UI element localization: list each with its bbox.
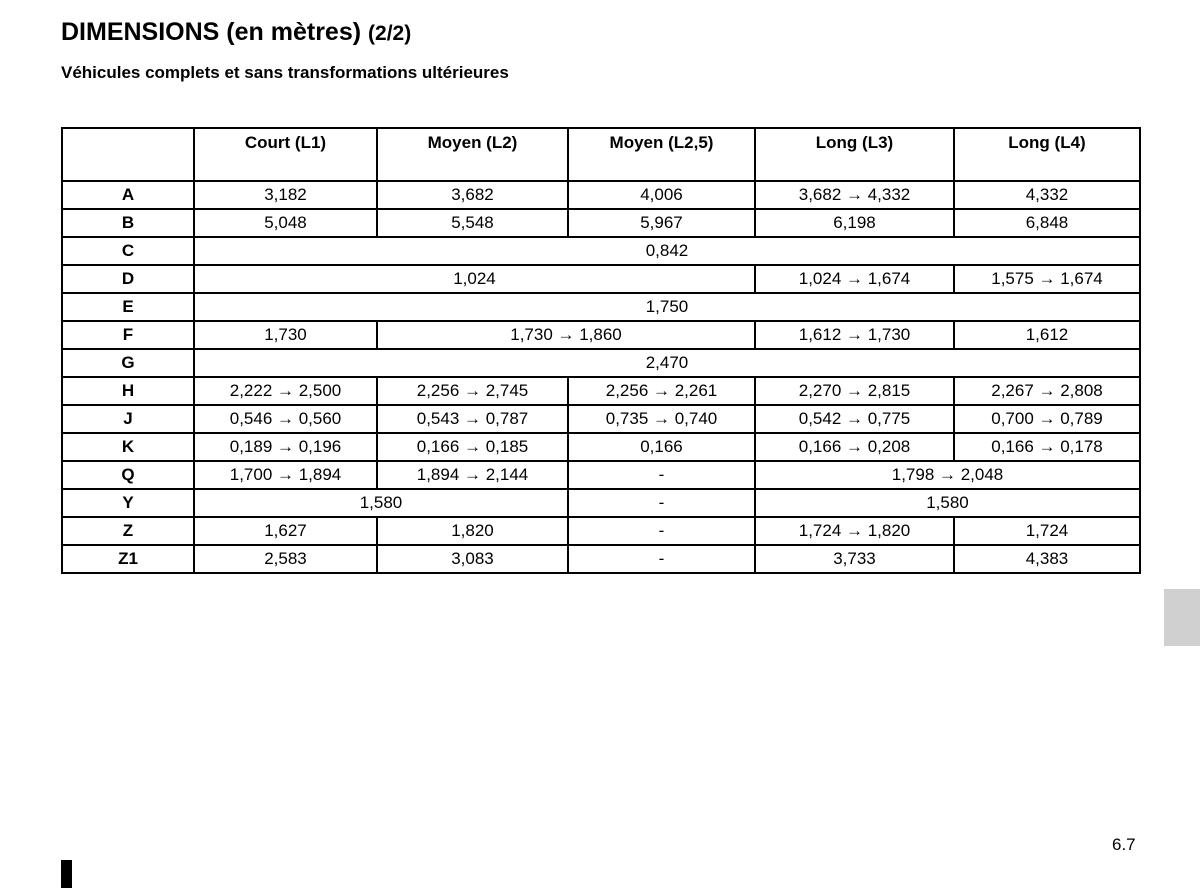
- table-cell: 3,182: [194, 181, 377, 209]
- table-row: [62, 209, 1140, 237]
- table-cell: 2,256 → 2,261: [568, 377, 755, 405]
- table-cell: 1,730 → 1,860: [377, 321, 755, 349]
- table-cell: 2,267 → 2,808: [954, 377, 1140, 405]
- table-cell: 6,848: [954, 209, 1140, 237]
- table-cell: 0,735 → 0,740: [568, 405, 755, 433]
- table-cell: 0,166 → 0,208: [755, 433, 954, 461]
- table-cell: 1,820: [377, 517, 568, 545]
- table-cell: 2,256 → 2,745: [377, 377, 568, 405]
- row-label: E: [62, 293, 194, 321]
- table-cell: 0,166: [568, 433, 755, 461]
- table-row: [62, 433, 1140, 461]
- row-label: B: [62, 209, 194, 237]
- page-number: 6.7: [1112, 835, 1136, 854]
- table-cell: -: [568, 489, 755, 517]
- table-cell: 1,700 → 1,894: [194, 461, 377, 489]
- table-column-header: Court (L1): [194, 128, 377, 181]
- table-cell: 0,546 → 0,560: [194, 405, 377, 433]
- page-subtitle: Véhicules complets et sans transformations ultérieures: [61, 63, 509, 82]
- table-cell: 0,166 → 0,185: [377, 433, 568, 461]
- title-part: (2/2): [368, 22, 412, 45]
- table-header-corner: [62, 128, 194, 181]
- table-cell: -: [568, 517, 755, 545]
- table-cell: 4,006: [568, 181, 755, 209]
- table-cell: 0,166 → 0,178: [954, 433, 1140, 461]
- table-cell: 1,724 → 1,820: [755, 517, 954, 545]
- table-cell: 2,470: [194, 349, 1140, 377]
- section-tab: [1164, 589, 1200, 646]
- table-row: [62, 321, 1140, 349]
- table-cell: 2,270 → 2,815: [755, 377, 954, 405]
- table-cell: 0,543 → 0,787: [377, 405, 568, 433]
- table-cell: -: [568, 461, 755, 489]
- title-text: DIMENSIONS (en mètres): [61, 18, 362, 46]
- table-body: [62, 181, 1140, 573]
- table-cell: 1,024: [194, 265, 755, 293]
- row-label: C: [62, 237, 194, 265]
- row-label: D: [62, 265, 194, 293]
- table-cell: 1,627: [194, 517, 377, 545]
- table-cell: 1,580: [194, 489, 568, 517]
- table-cell: 1,612: [954, 321, 1140, 349]
- table-cell: 4,383: [954, 545, 1140, 573]
- row-label: A: [62, 181, 194, 209]
- page-title: [61, 18, 411, 47]
- table-row: [62, 181, 1140, 209]
- table-cell: 3,083: [377, 545, 568, 573]
- table-column-header: Moyen (L2): [377, 128, 568, 181]
- table-cell: 1,024 → 1,674: [755, 265, 954, 293]
- table-cell: 5,548: [377, 209, 568, 237]
- table-row: [62, 489, 1140, 517]
- row-label: G: [62, 349, 194, 377]
- table-cell: 1,730: [194, 321, 377, 349]
- row-label: Q: [62, 461, 194, 489]
- table-column-header: Long (L4): [954, 128, 1140, 181]
- row-label: H: [62, 377, 194, 405]
- row-label: K: [62, 433, 194, 461]
- table-column-header: Long (L3): [755, 128, 954, 181]
- table-row: [62, 461, 1140, 489]
- table-cell: 1,724: [954, 517, 1140, 545]
- table-row: [62, 349, 1140, 377]
- table-header-row: [62, 128, 1140, 181]
- table-row: [62, 545, 1140, 573]
- table-cell: 3,733: [755, 545, 954, 573]
- table-cell: 1,894 → 2,144: [377, 461, 568, 489]
- table-row: [62, 293, 1140, 321]
- row-label: F: [62, 321, 194, 349]
- row-label: J: [62, 405, 194, 433]
- table-cell: 1,612 → 1,730: [755, 321, 954, 349]
- table-cell: 2,583: [194, 545, 377, 573]
- table-cell: 1,750: [194, 293, 1140, 321]
- table-row: [62, 265, 1140, 293]
- table-cell: 1,580: [755, 489, 1140, 517]
- table-cell: 2,222 → 2,500: [194, 377, 377, 405]
- table-cell: -: [568, 545, 755, 573]
- table-cell: 5,967: [568, 209, 755, 237]
- table-cell: 0,842: [194, 237, 1140, 265]
- row-label: Z1: [62, 545, 194, 573]
- table-cell: 0,189 → 0,196: [194, 433, 377, 461]
- crop-mark: [61, 860, 72, 888]
- table-cell: 0,700 → 0,789: [954, 405, 1140, 433]
- row-label: Z: [62, 517, 194, 545]
- table-cell: 1,575 → 1,674: [954, 265, 1140, 293]
- table-cell: 4,332: [954, 181, 1140, 209]
- dimensions-table: [61, 127, 1141, 574]
- row-label: Y: [62, 489, 194, 517]
- table-cell: 5,048: [194, 209, 377, 237]
- table-row: [62, 405, 1140, 433]
- table-row: [62, 237, 1140, 265]
- table-cell: 3,682: [377, 181, 568, 209]
- table-cell: 1,798 → 2,048: [755, 461, 1140, 489]
- table-cell: 3,682 → 4,332: [755, 181, 954, 209]
- table-column-header: Moyen (L2,5): [568, 128, 755, 181]
- table-row: [62, 377, 1140, 405]
- table-cell: 0,542 → 0,775: [755, 405, 954, 433]
- table-row: [62, 517, 1140, 545]
- table-cell: 6,198: [755, 209, 954, 237]
